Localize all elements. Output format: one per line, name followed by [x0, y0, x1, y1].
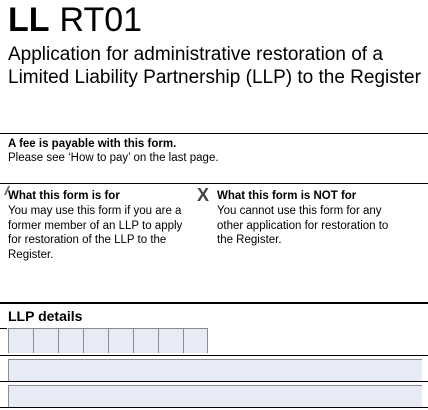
divider-section [0, 302, 428, 304]
llp-number-cell[interactable] [8, 328, 33, 353]
fee-notice-title: A fee is payable with this form. [8, 138, 177, 150]
subtitle-line-1: Application for administrative restoration of a [8, 44, 383, 65]
what-form-is-for [8, 189, 193, 262]
fee-notice-text: Please see ‘How to pay’ on the last page. [8, 152, 219, 164]
llp-number-cell[interactable] [83, 328, 108, 353]
what-for-title: What this form is for [8, 190, 120, 202]
what-not-for-line: You cannot use this form for any [217, 205, 382, 217]
llp-number-cell[interactable] [58, 328, 83, 353]
form-header [8, 2, 142, 38]
what-for-line: You may use this form if you are a [8, 205, 182, 217]
divider-field [0, 381, 428, 382]
what-not-for-line: the Register. [217, 234, 282, 246]
what-not-for-title: What this form is NOT for [217, 190, 357, 202]
llp-name-field-line-1[interactable] [8, 359, 422, 381]
llp-name-field-line-2[interactable] [8, 385, 422, 407]
llp-number-cell[interactable] [108, 328, 133, 353]
subtitle-line-2: Limited Liability Partnership (LLP) to the Register [8, 67, 421, 88]
llp-number-cell[interactable] [33, 328, 58, 353]
cross-icon: X [197, 185, 210, 205]
what-not-for-line: other application for restoration to [217, 219, 389, 232]
llp-number-cell[interactable] [158, 328, 183, 353]
what-for-line: former member of an LLP to apply [8, 219, 183, 232]
llp-number-field[interactable] [8, 328, 208, 353]
divider-field [0, 407, 428, 408]
llp-number-cell[interactable] [133, 328, 158, 353]
what-form-is-not-for [217, 189, 422, 248]
what-not-for-text [217, 204, 422, 248]
divider-fee [0, 183, 428, 184]
divider-field [0, 355, 428, 356]
form-code-number: RT01 [59, 1, 143, 39]
form-subtitle [8, 43, 423, 89]
divider-top [0, 133, 428, 134]
fee-notice [8, 137, 420, 165]
field-marker [0, 328, 7, 329]
form-code [8, 2, 142, 38]
llp-details-title: LLP details [8, 308, 83, 324]
llp-number-cell[interactable] [183, 328, 208, 353]
what-for-line: for restoration of the LLP to the [8, 234, 167, 246]
what-for-text [8, 204, 193, 262]
what-for-line: Register. [8, 248, 54, 261]
form-code-prefix: LL [8, 1, 50, 39]
